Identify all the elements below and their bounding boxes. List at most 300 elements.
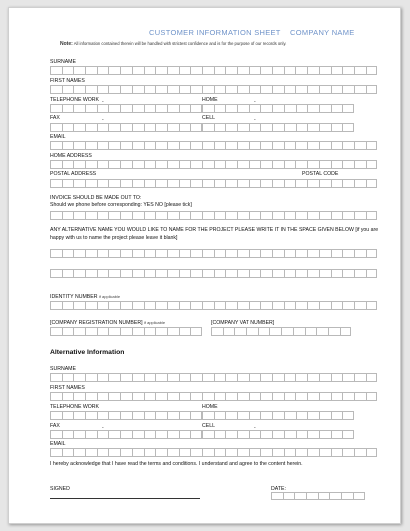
character-box[interactable] [214, 411, 226, 420]
character-box[interactable] [225, 66, 237, 75]
character-box[interactable] [167, 66, 179, 75]
character-box[interactable] [179, 123, 191, 132]
character-box[interactable] [214, 123, 226, 132]
character-box[interactable] [354, 448, 366, 457]
character-box[interactable] [249, 430, 261, 439]
character-box[interactable] [144, 211, 156, 220]
character-box[interactable] [73, 327, 85, 336]
character-box[interactable] [225, 160, 237, 169]
character-box[interactable] [190, 249, 202, 258]
character-box[interactable] [97, 411, 109, 420]
email-field[interactable] [50, 141, 377, 150]
character-box[interactable] [319, 392, 331, 401]
character-box[interactable] [62, 141, 74, 150]
character-box[interactable] [132, 327, 144, 336]
character-box[interactable] [295, 249, 307, 258]
character-box[interactable] [319, 301, 331, 310]
alt-cell-field[interactable] [202, 430, 354, 439]
character-box[interactable] [73, 373, 85, 382]
character-box[interactable] [167, 141, 179, 150]
character-box[interactable] [62, 211, 74, 220]
character-box[interactable] [179, 327, 191, 336]
character-box[interactable] [272, 249, 284, 258]
character-box[interactable] [296, 430, 308, 439]
character-box[interactable] [260, 430, 272, 439]
character-box[interactable] [331, 301, 343, 310]
character-box[interactable] [155, 211, 167, 220]
character-box[interactable] [284, 123, 296, 132]
character-box[interactable] [319, 160, 331, 169]
character-box[interactable] [85, 392, 97, 401]
character-box[interactable] [249, 269, 261, 278]
character-box[interactable] [120, 269, 132, 278]
character-box[interactable] [190, 179, 202, 188]
character-box[interactable] [85, 66, 97, 75]
character-box[interactable] [50, 104, 62, 113]
character-box[interactable] [295, 66, 307, 75]
character-box[interactable] [132, 179, 144, 188]
character-box[interactable] [284, 179, 296, 188]
character-box[interactable] [50, 211, 62, 220]
character-box[interactable] [202, 211, 214, 220]
character-box[interactable] [366, 66, 378, 75]
character-box[interactable] [108, 269, 120, 278]
character-box[interactable] [342, 179, 354, 188]
character-box[interactable] [305, 327, 317, 336]
character-box[interactable] [237, 179, 249, 188]
character-box[interactable] [85, 123, 97, 132]
character-box[interactable] [342, 123, 354, 132]
character-box[interactable] [73, 179, 85, 188]
character-box[interactable] [62, 249, 74, 258]
character-box[interactable] [144, 85, 156, 94]
character-box[interactable] [260, 373, 272, 382]
character-box[interactable] [295, 392, 307, 401]
character-box[interactable] [120, 141, 132, 150]
character-box[interactable] [272, 66, 284, 75]
character-box[interactable] [342, 104, 354, 113]
character-box[interactable] [307, 211, 319, 220]
character-box[interactable] [132, 269, 144, 278]
character-box[interactable] [62, 392, 74, 401]
character-box[interactable] [120, 411, 132, 420]
character-box[interactable] [179, 373, 191, 382]
character-box[interactable] [225, 85, 237, 94]
character-box[interactable] [62, 327, 74, 336]
character-box[interactable] [260, 66, 272, 75]
character-box[interactable] [97, 249, 109, 258]
character-box[interactable] [237, 448, 249, 457]
character-box[interactable] [284, 269, 296, 278]
character-box[interactable] [202, 430, 214, 439]
character-box[interactable] [214, 66, 226, 75]
character-box[interactable] [342, 85, 354, 94]
character-box[interactable] [284, 249, 296, 258]
character-box[interactable] [354, 141, 366, 150]
character-box[interactable] [234, 327, 246, 336]
character-box[interactable] [260, 301, 272, 310]
company-registration-field[interactable] [50, 327, 202, 336]
character-box[interactable] [62, 301, 74, 310]
character-box[interactable] [155, 430, 167, 439]
character-box[interactable] [214, 179, 226, 188]
character-box[interactable] [73, 448, 85, 457]
character-box[interactable] [73, 123, 85, 132]
character-box[interactable] [50, 430, 62, 439]
character-box[interactable] [328, 327, 340, 336]
character-box[interactable] [354, 85, 366, 94]
character-box[interactable] [342, 301, 354, 310]
character-box[interactable] [307, 141, 319, 150]
character-box[interactable] [211, 327, 223, 336]
character-box[interactable] [225, 123, 237, 132]
character-box[interactable] [354, 373, 366, 382]
character-box[interactable] [167, 448, 179, 457]
character-box[interactable] [319, 211, 331, 220]
character-box[interactable] [294, 492, 306, 500]
character-box[interactable] [190, 327, 202, 336]
character-box[interactable] [272, 448, 284, 457]
character-box[interactable] [155, 141, 167, 150]
character-box[interactable] [144, 179, 156, 188]
alt-surname-field[interactable] [50, 373, 377, 382]
character-box[interactable] [132, 373, 144, 382]
character-box[interactable] [269, 327, 281, 336]
character-box[interactable] [108, 392, 120, 401]
character-box[interactable] [307, 301, 319, 310]
character-box[interactable] [73, 301, 85, 310]
character-box[interactable] [366, 301, 378, 310]
character-box[interactable] [120, 123, 132, 132]
character-box[interactable] [307, 392, 319, 401]
character-box[interactable] [97, 430, 109, 439]
character-box[interactable] [237, 104, 249, 113]
character-box[interactable] [50, 249, 62, 258]
character-box[interactable] [85, 373, 97, 382]
character-box[interactable] [190, 211, 202, 220]
character-box[interactable] [284, 373, 296, 382]
character-box[interactable] [62, 123, 74, 132]
character-box[interactable] [50, 123, 62, 132]
character-box[interactable] [97, 373, 109, 382]
character-box[interactable] [237, 373, 249, 382]
character-box[interactable] [132, 85, 144, 94]
character-box[interactable] [214, 104, 226, 113]
character-box[interactable] [50, 85, 62, 94]
character-box[interactable] [354, 269, 366, 278]
character-box[interactable] [284, 66, 296, 75]
character-box[interactable] [354, 66, 366, 75]
character-box[interactable] [319, 269, 331, 278]
alt-telephone-work-field[interactable] [50, 411, 202, 420]
character-box[interactable] [237, 301, 249, 310]
character-box[interactable] [366, 141, 378, 150]
character-box[interactable] [225, 373, 237, 382]
character-box[interactable] [179, 66, 191, 75]
character-box[interactable] [120, 160, 132, 169]
character-box[interactable] [295, 211, 307, 220]
character-box[interactable] [132, 411, 144, 420]
character-box[interactable] [272, 392, 284, 401]
first-names-field[interactable] [50, 85, 377, 94]
character-box[interactable] [295, 160, 307, 169]
character-box[interactable] [179, 211, 191, 220]
character-box[interactable] [319, 85, 331, 94]
character-box[interactable] [179, 85, 191, 94]
character-box[interactable] [167, 301, 179, 310]
character-box[interactable] [214, 373, 226, 382]
character-box[interactable] [144, 104, 156, 113]
character-box[interactable] [319, 430, 331, 439]
character-box[interactable] [214, 211, 226, 220]
character-box[interactable] [202, 249, 214, 258]
character-box[interactable] [340, 327, 352, 336]
alt-fax-field[interactable] [50, 430, 202, 439]
character-box[interactable] [179, 392, 191, 401]
character-box[interactable] [202, 85, 214, 94]
character-box[interactable] [190, 411, 202, 420]
character-box[interactable] [307, 104, 319, 113]
character-box[interactable] [272, 411, 284, 420]
character-box[interactable] [260, 269, 272, 278]
character-box[interactable] [295, 301, 307, 310]
character-box[interactable] [85, 160, 97, 169]
character-box[interactable] [202, 301, 214, 310]
character-box[interactable] [225, 448, 237, 457]
character-box[interactable] [50, 179, 62, 188]
character-box[interactable] [307, 430, 319, 439]
character-box[interactable] [249, 392, 261, 401]
character-box[interactable] [225, 141, 237, 150]
character-box[interactable] [225, 411, 237, 420]
character-box[interactable] [272, 141, 284, 150]
character-box[interactable] [120, 448, 132, 457]
character-box[interactable] [307, 269, 319, 278]
character-box[interactable] [202, 448, 214, 457]
alternative-name-field-1[interactable] [50, 249, 377, 258]
home-address-field[interactable] [50, 160, 377, 169]
character-box[interactable] [179, 411, 191, 420]
character-box[interactable] [97, 392, 109, 401]
character-box[interactable] [354, 392, 366, 401]
character-box[interactable] [167, 104, 179, 113]
character-box[interactable] [97, 327, 109, 336]
character-box[interactable] [85, 430, 97, 439]
character-box[interactable] [167, 327, 179, 336]
character-box[interactable] [132, 123, 144, 132]
character-box[interactable] [342, 249, 354, 258]
character-box[interactable] [179, 448, 191, 457]
character-box[interactable] [108, 66, 120, 75]
character-box[interactable] [331, 448, 343, 457]
character-box[interactable] [237, 160, 249, 169]
character-box[interactable] [260, 160, 272, 169]
character-box[interactable] [155, 411, 167, 420]
character-box[interactable] [120, 66, 132, 75]
character-box[interactable] [50, 392, 62, 401]
character-box[interactable] [249, 211, 261, 220]
character-box[interactable] [246, 327, 258, 336]
character-box[interactable] [354, 179, 366, 188]
character-box[interactable] [108, 373, 120, 382]
character-box[interactable] [272, 301, 284, 310]
character-box[interactable] [214, 430, 226, 439]
character-box[interactable] [120, 392, 132, 401]
character-box[interactable] [319, 179, 331, 188]
invoice-field[interactable] [50, 211, 377, 220]
character-box[interactable] [249, 373, 261, 382]
character-box[interactable] [144, 327, 156, 336]
character-box[interactable] [155, 448, 167, 457]
character-box[interactable] [62, 411, 74, 420]
character-box[interactable] [190, 301, 202, 310]
character-box[interactable] [108, 104, 120, 113]
character-box[interactable] [272, 269, 284, 278]
character-box[interactable] [225, 249, 237, 258]
character-box[interactable] [225, 211, 237, 220]
character-box[interactable] [284, 104, 296, 113]
character-box[interactable] [167, 249, 179, 258]
character-box[interactable] [331, 179, 343, 188]
character-box[interactable] [307, 411, 319, 420]
character-box[interactable] [223, 327, 235, 336]
character-box[interactable] [50, 269, 62, 278]
character-box[interactable] [144, 66, 156, 75]
character-box[interactable] [296, 123, 308, 132]
character-box[interactable] [249, 141, 261, 150]
character-box[interactable] [249, 104, 261, 113]
character-box[interactable] [237, 123, 249, 132]
character-box[interactable] [260, 448, 272, 457]
character-box[interactable] [190, 392, 202, 401]
character-box[interactable] [167, 179, 179, 188]
character-box[interactable] [316, 327, 328, 336]
character-box[interactable] [132, 141, 144, 150]
character-box[interactable] [342, 448, 354, 457]
character-box[interactable] [190, 66, 202, 75]
character-box[interactable] [97, 141, 109, 150]
fax-field[interactable] [50, 123, 202, 132]
character-box[interactable] [293, 327, 305, 336]
character-box[interactable] [62, 104, 74, 113]
character-box[interactable] [132, 211, 144, 220]
character-box[interactable] [307, 85, 319, 94]
character-box[interactable] [260, 123, 272, 132]
character-box[interactable] [97, 179, 109, 188]
character-box[interactable] [249, 301, 261, 310]
character-box[interactable] [202, 160, 214, 169]
character-box[interactable] [179, 179, 191, 188]
character-box[interactable] [342, 411, 354, 420]
character-box[interactable] [155, 123, 167, 132]
character-box[interactable] [237, 85, 249, 94]
character-box[interactable] [258, 327, 270, 336]
character-box[interactable] [342, 160, 354, 169]
character-box[interactable] [366, 249, 378, 258]
character-box[interactable] [319, 66, 331, 75]
character-box[interactable] [179, 269, 191, 278]
character-box[interactable] [73, 141, 85, 150]
character-box[interactable] [120, 249, 132, 258]
character-box[interactable] [73, 160, 85, 169]
surname-field[interactable] [50, 66, 377, 75]
character-box[interactable] [73, 430, 85, 439]
character-box[interactable] [85, 141, 97, 150]
character-box[interactable] [144, 430, 156, 439]
character-box[interactable] [85, 269, 97, 278]
character-box[interactable] [214, 448, 226, 457]
character-box[interactable] [50, 141, 62, 150]
cell-field[interactable] [202, 123, 354, 132]
telephone-home-field[interactable] [202, 104, 354, 113]
character-box[interactable] [214, 392, 226, 401]
character-box[interactable] [284, 430, 296, 439]
character-box[interactable] [62, 85, 74, 94]
character-box[interactable] [155, 179, 167, 188]
character-box[interactable] [341, 492, 353, 500]
character-box[interactable] [295, 141, 307, 150]
character-box[interactable] [97, 160, 109, 169]
character-box[interactable] [202, 66, 214, 75]
character-box[interactable] [190, 373, 202, 382]
character-box[interactable] [249, 85, 261, 94]
character-box[interactable] [284, 301, 296, 310]
character-box[interactable] [97, 123, 109, 132]
character-box[interactable] [260, 392, 272, 401]
character-box[interactable] [366, 85, 378, 94]
character-box[interactable] [97, 66, 109, 75]
character-box[interactable] [85, 249, 97, 258]
character-box[interactable] [331, 160, 343, 169]
character-box[interactable] [132, 430, 144, 439]
character-box[interactable] [296, 411, 308, 420]
character-box[interactable] [155, 104, 167, 113]
character-box[interactable] [295, 85, 307, 94]
character-box[interactable] [271, 492, 283, 500]
character-box[interactable] [155, 392, 167, 401]
character-box[interactable] [331, 392, 343, 401]
character-box[interactable] [237, 249, 249, 258]
character-box[interactable] [260, 179, 272, 188]
character-box[interactable] [62, 269, 74, 278]
character-box[interactable] [353, 492, 365, 500]
character-box[interactable] [144, 269, 156, 278]
date-field[interactable] [271, 492, 365, 500]
character-box[interactable] [319, 104, 331, 113]
character-box[interactable] [354, 160, 366, 169]
character-box[interactable] [132, 104, 144, 113]
character-box[interactable] [331, 373, 343, 382]
character-box[interactable] [144, 301, 156, 310]
character-box[interactable] [307, 160, 319, 169]
character-box[interactable] [331, 249, 343, 258]
character-box[interactable] [155, 85, 167, 94]
character-box[interactable] [331, 411, 343, 420]
character-box[interactable] [366, 448, 378, 457]
character-box[interactable] [284, 141, 296, 150]
character-box[interactable] [342, 141, 354, 150]
character-box[interactable] [307, 66, 319, 75]
character-box[interactable] [108, 430, 120, 439]
character-box[interactable] [202, 411, 214, 420]
character-box[interactable] [132, 160, 144, 169]
character-box[interactable] [97, 85, 109, 94]
character-box[interactable] [120, 301, 132, 310]
character-box[interactable] [167, 269, 179, 278]
character-box[interactable] [190, 85, 202, 94]
character-box[interactable] [167, 373, 179, 382]
character-box[interactable] [108, 141, 120, 150]
